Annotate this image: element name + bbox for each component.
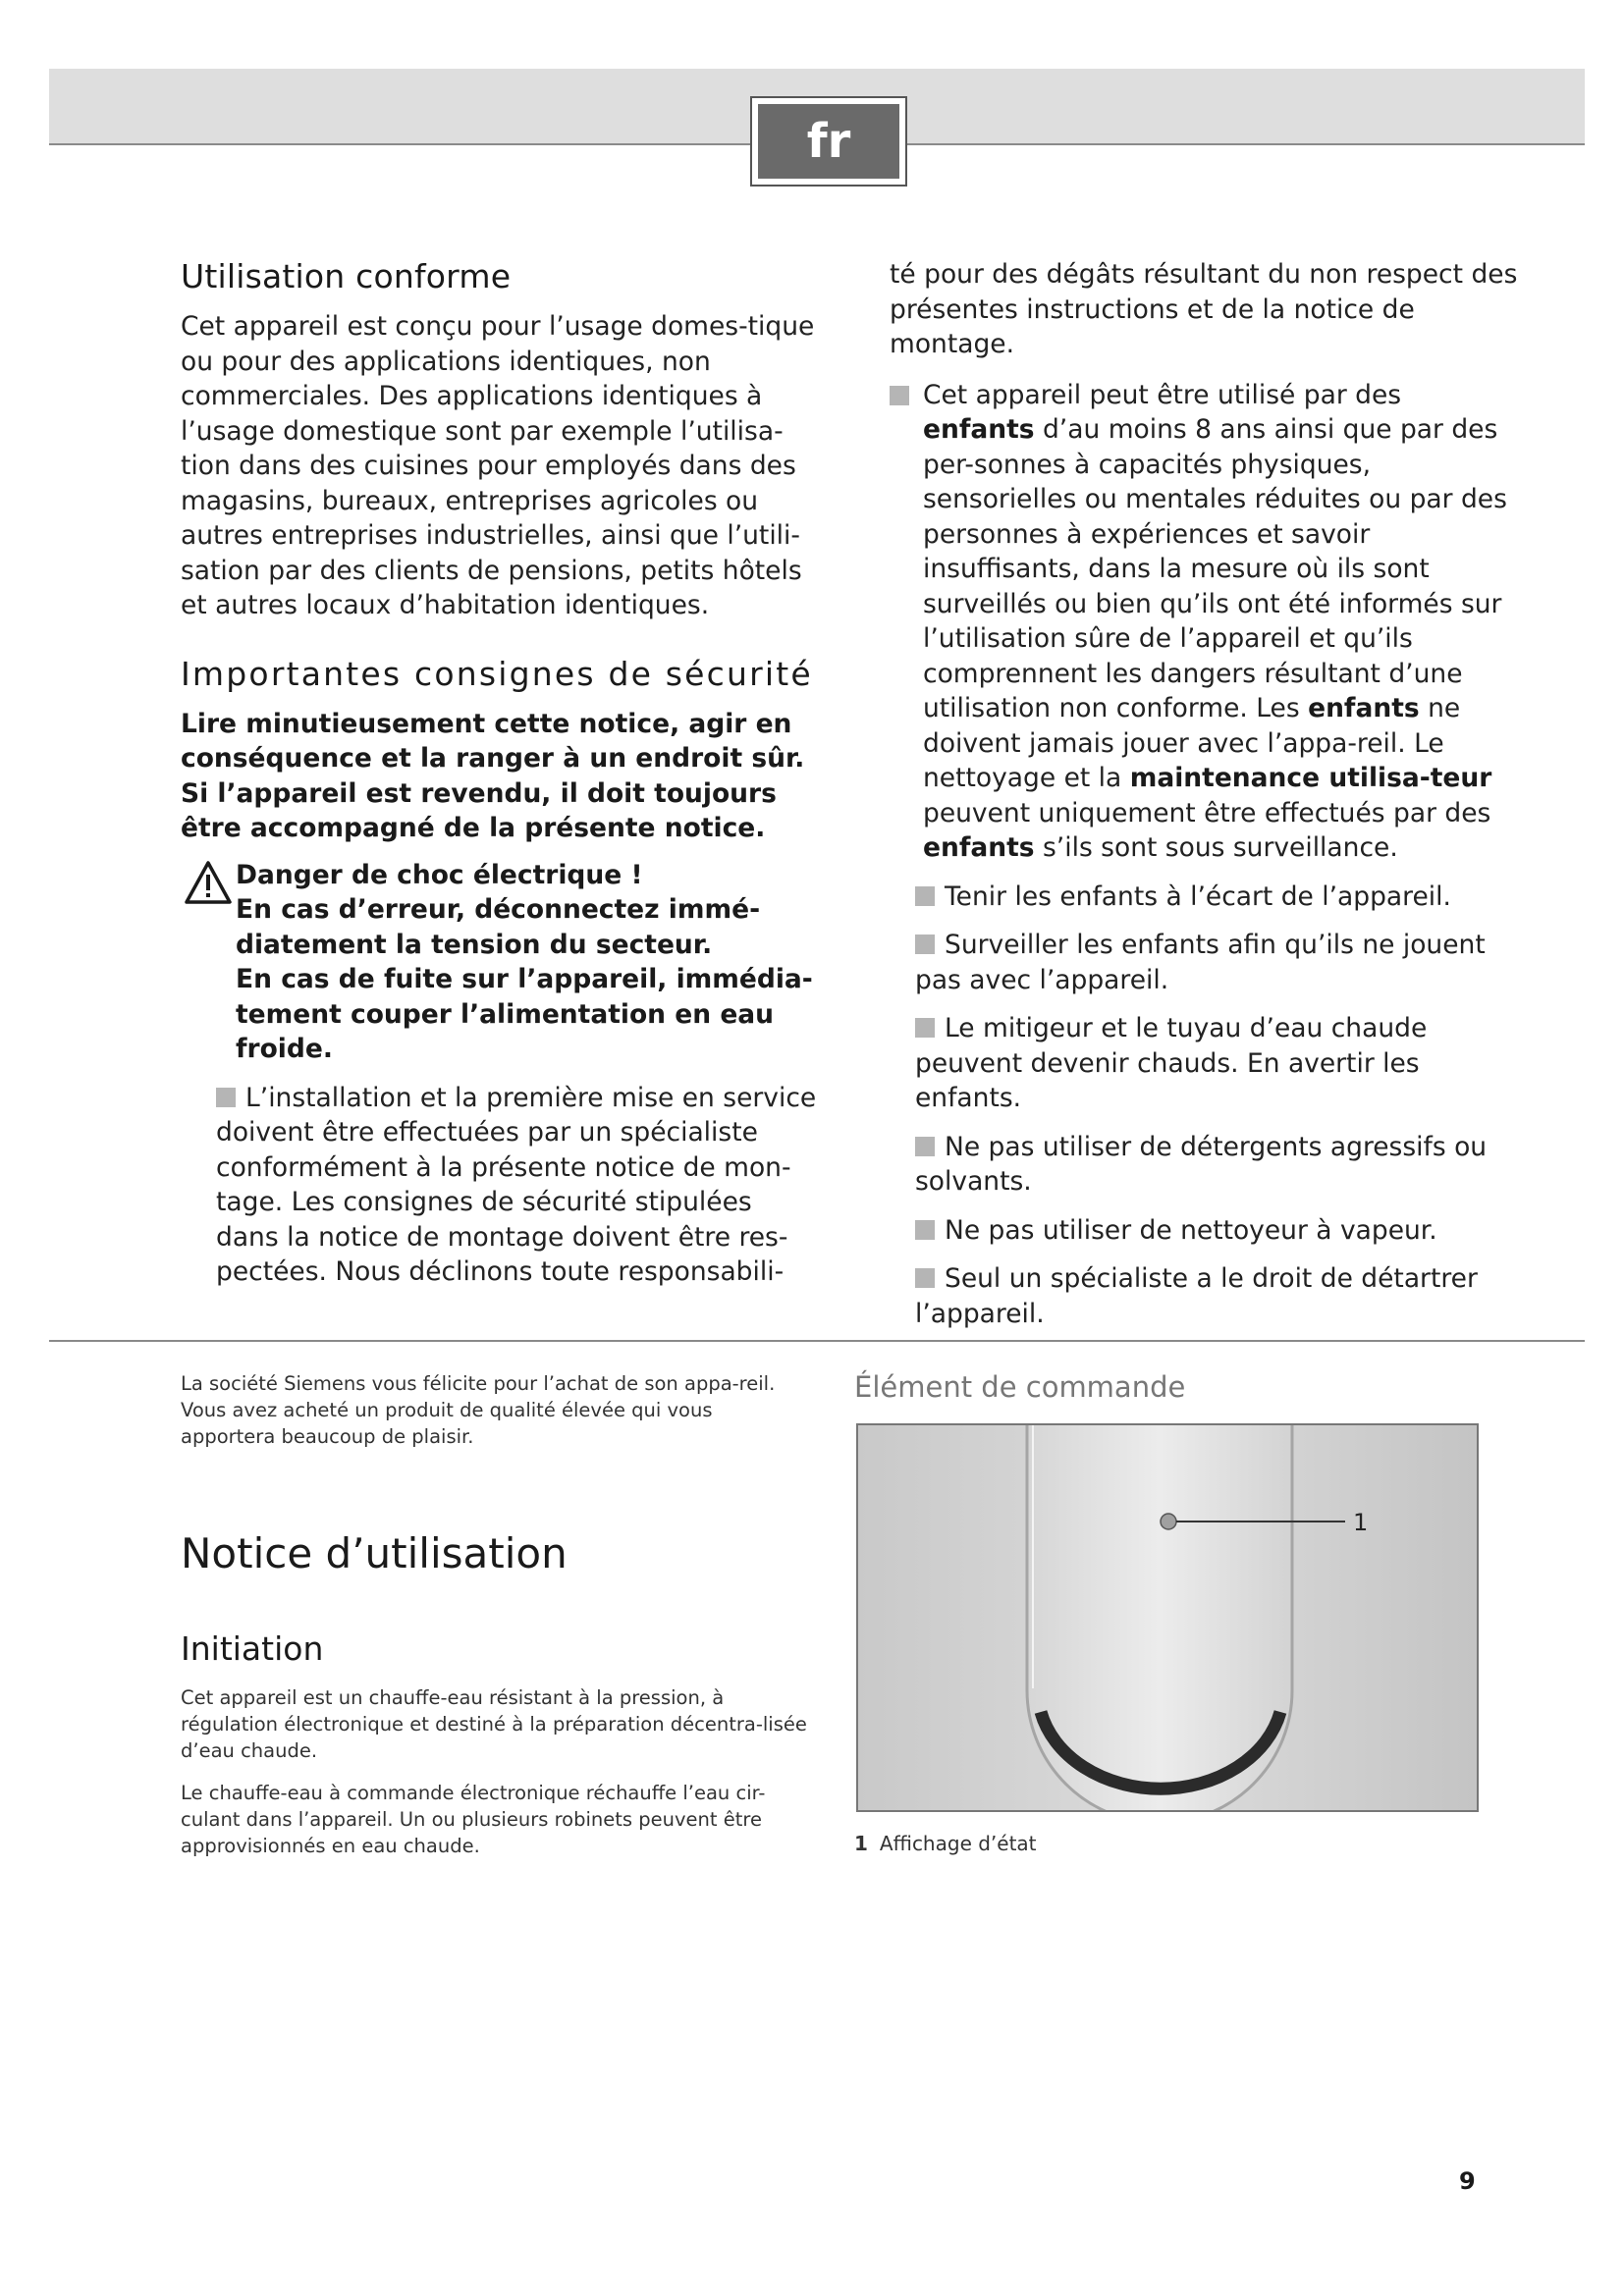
bullet-text: Seul un spécialiste a le droit de détartrer l’appareil. [915,1263,1478,1329]
control-element-title: Élément de commande [854,1370,1186,1404]
bullet-text: Tenir les enfants à l’écart de l’appareil. [945,881,1451,912]
bullet-item [890,1130,1518,1200]
children-emph: enfants [1308,693,1420,723]
initiation-paragraph: Cet appareil est un chauffe-eau résistant à la pression, à régulation électronique et destiné à la préparation décentra-lisée d’eau chaude. [181,1686,807,1762]
warning-text [236,858,819,1067]
bullet-square-icon [915,1137,935,1156]
bullet-square-icon [890,386,909,405]
caption-number: 1 [854,1832,868,1855]
figure-caption [854,1832,1037,1855]
bullet-square-icon [915,1220,935,1240]
warning-triangle-icon [181,860,236,905]
caption-text: Affichage d’état [879,1832,1037,1855]
thanks-paragraph: La société Siemens vous félicite pour l’achat de son appa-reil. Vous avez acheté un produit de qualité élevée qui vous apportera beaucoup de plaisir. [181,1372,776,1448]
thanks-block [181,1370,809,1466]
bullet-square-icon [216,1088,236,1107]
utilisation-paragraph: Cet appareil est conçu pour l’usage domes-tique ou pour des applications identiques, non commerciales. Des applications identiques à l’usage domestique sont par exemple l’utilisa-tion dans des cuisines pour employés dans des magasins, bureaux, entreprises agricoles ou autres entreprises industrielles, ainsi que l’utili-sation par des clients de pensions, petits hôtels et autres locaux d’habitation identiques. [181,311,815,620]
language-label: fr [756,102,901,181]
bullet-item [890,1213,1518,1249]
language-tab [750,96,907,187]
bullet-children [890,378,1518,866]
bullet-item [890,1261,1518,1331]
bullet-text: Surveiller les enfants afin qu’ils ne jouent pas avec l’appareil. [915,930,1486,995]
warning-line: Danger de choc électrique ! [236,859,643,890]
warning-line: En cas de fuite sur l’appareil, immédia-tement couper l’alimentation en eau froide. [236,964,813,1064]
initiation-title: Initiation [181,1629,324,1668]
children-emph: enfants [923,832,1035,863]
children-text: Cet appareil peut être utilisé par des [923,379,1402,410]
right-column [890,257,1518,1345]
safety-intro: Lire minutieusement cette notice, agir en conséquence et la ranger à un endroit sûr. Si l’appareil est revendu, il doit toujours être accompagné de la présente notice. [181,708,805,843]
control-panel-illustration [858,1425,1477,1810]
initiation-paragraph: Le chauffe-eau à commande électronique réchauffe l’eau cir-culant dans l’appareil. Un ou plusieurs robinets peuvent être approvisionnés en eau chaude. [181,1782,766,1857]
bullet-text: L’installation et la première mise en service doivent être effectuées par un spécialiste conformément à la présente notice de mon-tage. Les consignes de sécurité stipulées dans la notice de montage doivent être res-pectées. Nous déclinons toute responsabili- [216,1082,817,1287]
bullet-item [890,880,1518,915]
control-panel-figure [856,1423,1479,1812]
section-title-utilisation: Utilisation conforme [181,257,512,295]
children-text: d’au moins 8 ans ainsi que par des per-sonnes à capacités physiques, sensorielles ou mentales réduites ou par des personnes à expériences et savoir insuffisants, dans la mesure où ils sont surveillés ou bien qu’ils ont été informés sur l’utilisation sûre de l’appareil et qu’ils comprennent les dangers résultant d’une utilisation non conforme. Les [923,414,1507,723]
bullet-item [890,1011,1518,1116]
callout-number: 1 [1353,1509,1369,1536]
bullet-square-icon [915,1018,935,1038]
section-title-safety: Importantes consignes de sécurité [181,654,813,693]
status-indicator-dot [1161,1514,1176,1529]
bullet-item [890,928,1518,997]
children-emph: maintenance utilisa-teur [1129,763,1492,793]
bullet-text: Ne pas utiliser de détergents agressifs ou solvants. [915,1131,1488,1197]
notice-title: Notice d’utilisation [181,1529,568,1577]
children-text: s’ils sont sous surveillance. [1034,832,1398,863]
bullet-text: Ne pas utiliser de nettoyeur à vapeur. [945,1214,1437,1246]
children-emph: enfants [923,414,1035,445]
left-column [181,257,819,1304]
bullet-square-icon [915,1268,935,1288]
children-text: peuvent uniquement être effectués par des [923,797,1491,828]
continuation-paragraph: té pour des dégâts résultant du non respect des présentes instructions et de la notice de montage. [890,259,1518,359]
initiation-body [181,1684,809,1875]
bullet-installation [181,1081,819,1290]
page-number: 9 [1459,2167,1476,2195]
warning-line: En cas d’erreur, déconnectez immé-diatement la tension du secteur. [236,894,761,960]
children-text: ne doivent jamais jouer avec l’appa-reil. Le nettoyage et la [923,693,1461,793]
bullet-text: Le mitigeur et le tuyau d’eau chaude peuvent devenir chauds. En avertir les enfants. [915,1013,1428,1113]
section-divider [49,1340,1585,1342]
bullet-square-icon [915,934,935,954]
bullet-square-icon [915,886,935,906]
electric-shock-warning [181,858,819,1067]
